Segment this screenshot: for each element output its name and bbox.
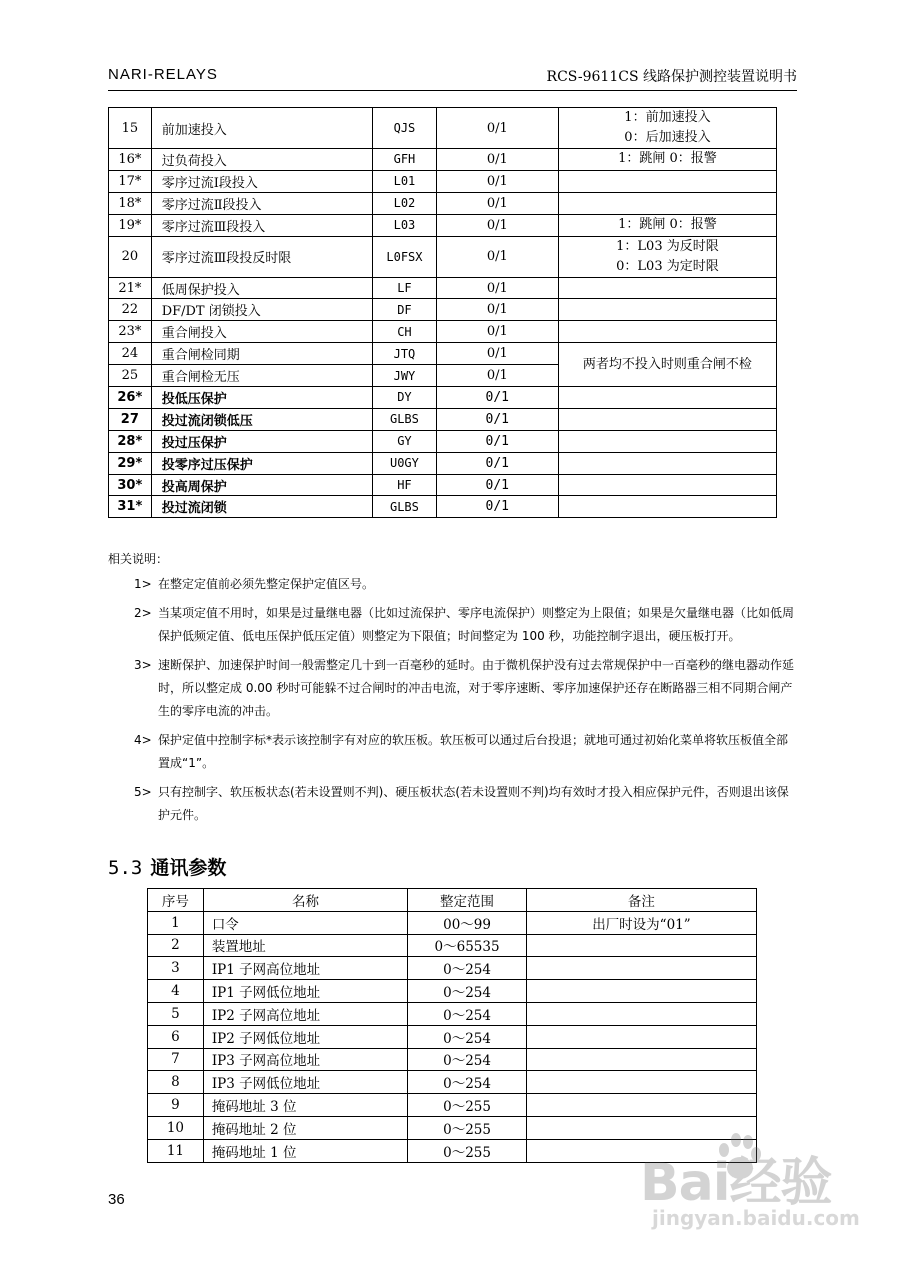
- notes-section: [108, 550, 798, 833]
- param-name: IP3 子网高位地址: [203, 1048, 407, 1071]
- comm-params-table: [147, 888, 757, 1163]
- row-number: 26*: [109, 387, 152, 409]
- param-note: [526, 1071, 756, 1094]
- row-number: 23*: [109, 321, 152, 343]
- table-row: [109, 452, 777, 474]
- setting-note: [558, 299, 776, 321]
- table-row: [148, 980, 757, 1003]
- row-number: 10: [148, 1116, 204, 1139]
- row-number: 25: [109, 365, 152, 387]
- param-name: 掩码地址 1 位: [203, 1139, 407, 1162]
- row-number: 16*: [109, 149, 152, 171]
- setting-code: DY: [373, 387, 437, 409]
- setting-code: GLBS: [373, 496, 437, 518]
- row-number: 9: [148, 1094, 204, 1117]
- setting-code: GFH: [373, 149, 437, 171]
- table-row: [148, 1116, 757, 1139]
- document-title: RCS-9611CS 线路保护测控装置说明书: [546, 69, 797, 85]
- header-note: 备注: [526, 889, 756, 912]
- header-no: 序号: [148, 889, 204, 912]
- table-row: [109, 430, 777, 452]
- row-number: 11: [148, 1139, 204, 1162]
- table-row: [148, 1002, 757, 1025]
- setting-name: 投过压保护: [151, 430, 373, 452]
- table-row: [109, 277, 777, 299]
- row-number: 5: [148, 1002, 204, 1025]
- row-number: 1: [148, 911, 204, 934]
- param-note: 出厂时设为“01”: [526, 911, 756, 934]
- setting-note: [558, 430, 776, 452]
- section-title: 通讯参数: [150, 857, 227, 879]
- note-item: [108, 729, 798, 775]
- setting-note: [558, 170, 776, 192]
- note-text: 保护定值中控制字标*表示该控制字有对应的软压板。软压板可以通过后台投退；就地可通过初始化菜单将软压板值全部置成“1”。: [158, 733, 789, 770]
- note-number: 5>: [134, 785, 152, 799]
- table-row: [109, 170, 777, 192]
- setting-range: 0/1: [436, 343, 558, 365]
- row-number: 17*: [109, 170, 152, 192]
- row-number: 8: [148, 1071, 204, 1094]
- setting-note: [558, 321, 776, 343]
- setting-range: 0/1: [436, 170, 558, 192]
- setting-range: 0/1: [436, 214, 558, 236]
- note-line: 两者均不投入时则重合闸不检: [582, 356, 752, 372]
- section-number: 5.3: [108, 857, 143, 879]
- table-row: [109, 408, 777, 430]
- setting-code: U0GY: [373, 452, 437, 474]
- param-range: 0～255: [408, 1116, 527, 1139]
- note-line: 0：L03 为定时限: [616, 258, 719, 274]
- table-row: [148, 911, 757, 934]
- table-row: [109, 192, 777, 214]
- setting-note: [558, 192, 776, 214]
- param-name: IP1 子网低位地址: [203, 980, 407, 1003]
- row-number: 18*: [109, 192, 152, 214]
- setting-name: 零序过流Ⅲ段投入: [151, 214, 373, 236]
- setting-range: 0/1: [436, 321, 558, 343]
- param-name: IP3 子网低位地址: [203, 1071, 407, 1094]
- param-name: IP2 子网低位地址: [203, 1025, 407, 1048]
- section-heading: [108, 853, 226, 880]
- row-number: 7: [148, 1048, 204, 1071]
- setting-name: 低周保护投入: [151, 277, 373, 299]
- row-number: 22: [109, 299, 152, 321]
- setting-range: 0/1: [436, 236, 558, 277]
- note-line: 1：跳闸 0：报警: [618, 151, 717, 167]
- table-row: [109, 108, 777, 149]
- param-range: 0～254: [408, 1025, 527, 1048]
- param-range: 0～65535: [408, 934, 527, 957]
- setting-code: HF: [373, 474, 437, 496]
- setting-note: [558, 496, 776, 518]
- row-number: 29*: [109, 452, 152, 474]
- setting-note: [558, 108, 776, 149]
- table-row: [109, 214, 777, 236]
- setting-name: 重合闸投入: [151, 321, 373, 343]
- row-number: 4: [148, 980, 204, 1003]
- setting-range: 0/1: [436, 387, 558, 409]
- note-line: 1：L03 为反时限: [616, 238, 719, 254]
- setting-code: LF: [373, 277, 437, 299]
- table-row: [109, 299, 777, 321]
- setting-code: L03: [373, 214, 437, 236]
- setting-range: 0/1: [436, 149, 558, 171]
- note-item: [108, 573, 798, 596]
- table-header-row: [148, 889, 757, 912]
- note-line: 1：前加速投入: [624, 110, 711, 125]
- setting-name: 投过流闭锁低压: [151, 408, 373, 430]
- setting-name: 零序过流Ⅰ段投入: [151, 170, 373, 192]
- setting-note: [558, 277, 776, 299]
- param-range: 0～254: [408, 1002, 527, 1025]
- param-range: 0～254: [408, 957, 527, 980]
- setting-note: [558, 474, 776, 496]
- table-row: [148, 1048, 757, 1071]
- table-row: [148, 934, 757, 957]
- settings-table: [108, 107, 777, 518]
- table-row: [148, 1094, 757, 1117]
- setting-note: [558, 149, 776, 171]
- row-number: 27: [109, 408, 152, 430]
- setting-range: 0/1: [436, 108, 558, 149]
- table-row: [148, 1071, 757, 1094]
- setting-name: 零序过流Ⅱ段投入: [151, 192, 373, 214]
- note-line: 0：后加速投入: [624, 130, 711, 145]
- setting-name: 零序过流Ⅲ段投反时限: [151, 236, 373, 277]
- setting-code: L01: [373, 170, 437, 192]
- param-range: 0～254: [408, 980, 527, 1003]
- row-number: 2: [148, 934, 204, 957]
- setting-code: JWY: [373, 365, 437, 387]
- param-name: 口令: [203, 911, 407, 934]
- setting-name: 投低压保护: [151, 387, 373, 409]
- setting-code: L02: [373, 192, 437, 214]
- setting-name: 重合闸检无压: [151, 365, 373, 387]
- setting-range: 0/1: [436, 474, 558, 496]
- setting-name: DF/DT 闭锁投入: [151, 299, 373, 321]
- table-row: [109, 149, 777, 171]
- table-row: [109, 321, 777, 343]
- param-name: IP2 子网高位地址: [203, 1002, 407, 1025]
- setting-code: L0FSX: [373, 236, 437, 277]
- setting-name: 过负荷投入: [151, 149, 373, 171]
- setting-range: 0/1: [436, 408, 558, 430]
- table-row: [148, 1025, 757, 1048]
- watermark-url: jingyan.baidu.com: [652, 1206, 860, 1230]
- setting-code: JTQ: [373, 343, 437, 365]
- note-text: 当某项定值不用时，如果是过量继电器（比如过流保护、零序电流保护）则整定为上限值；如果是欠量继电器（比如低周保护低频定值、低电压保护低压定值）则整定为下限值；时间整定为 100 秒，功能控制字退出，硬压板打开。: [158, 606, 795, 643]
- param-note: [526, 1002, 756, 1025]
- param-range: 0～255: [408, 1139, 527, 1162]
- param-note: [526, 934, 756, 957]
- note-item: [108, 781, 798, 827]
- row-number: 30*: [109, 474, 152, 496]
- param-range: 0～255: [408, 1094, 527, 1117]
- note-number: 2>: [134, 606, 152, 620]
- setting-range: 0/1: [436, 452, 558, 474]
- setting-range: 0/1: [436, 277, 558, 299]
- param-name: 掩码地址 2 位: [203, 1116, 407, 1139]
- brand-name: NARI-RELAYS: [108, 66, 218, 83]
- setting-note: [558, 408, 776, 430]
- note-item: [108, 602, 798, 648]
- param-range: 0～254: [408, 1071, 527, 1094]
- table-row: [109, 343, 777, 365]
- notes-title: 相关说明：: [108, 552, 169, 566]
- note-item: [108, 654, 798, 723]
- note-text: 速断保护、加速保护时间一般需整定几十到一百毫秒的延时。由于微机保护没有过去常规保护中一百毫秒的继电器动作延时，所以整定成 0.00 秒时可能躲不过合闸时的冲击电流，对于零序速断、零序加速保护还存在断路器三相不同期合闸产生的零序电流的冲击。: [158, 658, 795, 718]
- setting-range: 0/1: [436, 430, 558, 452]
- setting-note: [558, 236, 776, 277]
- row-number: 31*: [109, 496, 152, 518]
- setting-range: 0/1: [436, 299, 558, 321]
- setting-name: 投零序过压保护: [151, 452, 373, 474]
- table-row: [109, 387, 777, 409]
- setting-code: GLBS: [373, 408, 437, 430]
- watermark-brand: Bai经验: [640, 1153, 832, 1213]
- param-note: [526, 1048, 756, 1071]
- setting-name: 投过流闭锁: [151, 496, 373, 518]
- row-number: 15: [109, 108, 152, 149]
- header-range: 整定范围: [408, 889, 527, 912]
- param-note: [526, 957, 756, 980]
- note-line: 1：跳闸 0：报警: [618, 217, 717, 233]
- setting-code: GY: [373, 430, 437, 452]
- setting-code: DF: [373, 299, 437, 321]
- param-note: [526, 1025, 756, 1048]
- setting-code: QJS: [373, 108, 437, 149]
- setting-code: CH: [373, 321, 437, 343]
- row-number: 24: [109, 343, 152, 365]
- header-name: 名称: [203, 889, 407, 912]
- note-number: 1>: [134, 577, 152, 591]
- param-name: 装置地址: [203, 934, 407, 957]
- row-number: 21*: [109, 277, 152, 299]
- param-name: IP1 子网高位地址: [203, 957, 407, 980]
- param-note: [526, 980, 756, 1003]
- param-range: 0～254: [408, 1048, 527, 1071]
- table-row: [109, 474, 777, 496]
- watermark: [640, 1140, 860, 1240]
- note-number: 3>: [134, 658, 152, 672]
- param-note: [526, 1094, 756, 1117]
- setting-note: [558, 452, 776, 474]
- setting-range: 0/1: [436, 192, 558, 214]
- param-range: 00～99: [408, 911, 527, 934]
- page-header: [108, 62, 797, 91]
- row-number: 19*: [109, 214, 152, 236]
- table-row: [109, 496, 777, 518]
- setting-name: 前加速投入: [151, 108, 373, 149]
- page-number: 36: [108, 1191, 125, 1208]
- setting-note: [558, 387, 776, 409]
- setting-note: [558, 214, 776, 236]
- table-row: [148, 957, 757, 980]
- note-number: 4>: [134, 733, 152, 747]
- note-text: 只有控制字、软压板状态(若未设置则不判)、硬压板状态(若未设置则不判)均有效时才投入相应保护元件，否则退出该保护元件。: [158, 785, 789, 822]
- note-text: 在整定定值前必须先整定保护定值区号。: [158, 577, 375, 591]
- row-number: 6: [148, 1025, 204, 1048]
- setting-name: 重合闸检同期: [151, 343, 373, 365]
- row-number: 3: [148, 957, 204, 980]
- row-number: 28*: [109, 430, 152, 452]
- setting-range: 0/1: [436, 496, 558, 518]
- setting-note: [558, 343, 776, 387]
- param-name: 掩码地址 3 位: [203, 1094, 407, 1117]
- row-number: 20: [109, 236, 152, 277]
- table-row: [109, 236, 777, 277]
- setting-range: 0/1: [436, 365, 558, 387]
- setting-name: 投高周保护: [151, 474, 373, 496]
